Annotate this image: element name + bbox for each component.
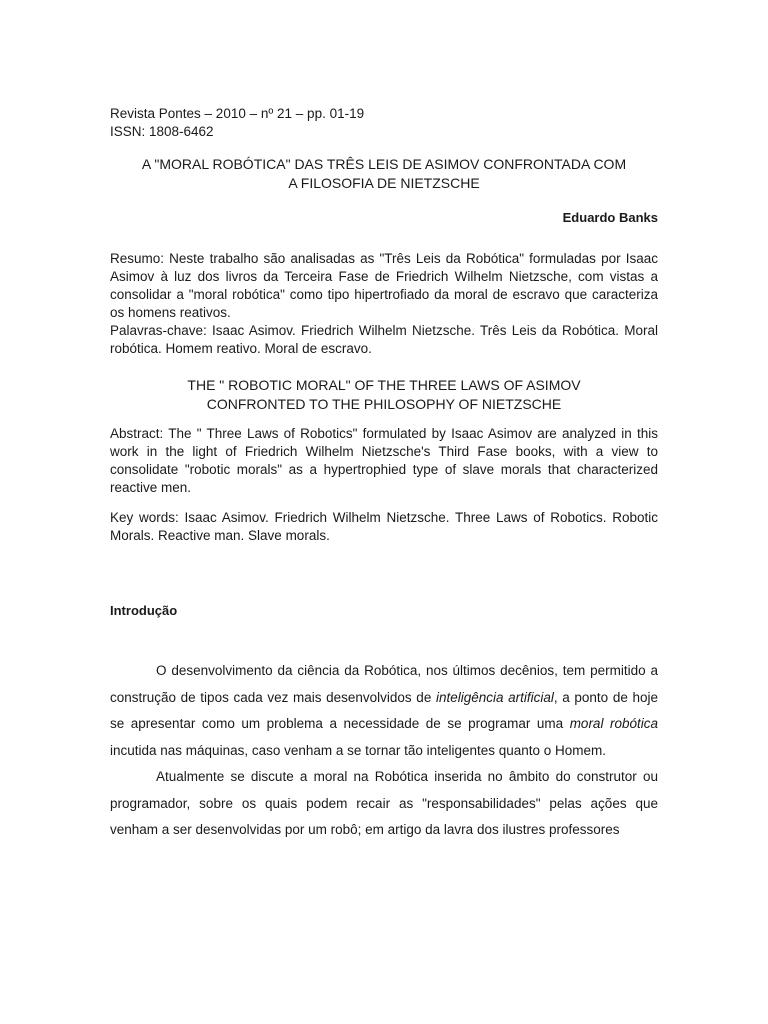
title-english — [110, 376, 658, 414]
title-pt-line2: A FILOSOFIA DE NIETZSCHE — [288, 175, 480, 191]
intro-paragraph-1 — [110, 658, 658, 764]
resumo-section — [110, 250, 658, 358]
intro-paragraph-2: Atualmente se discute a moral na Robótica inserida no âmbito do construtor ou programador, sobre os quais podem recair as "responsabilidades" pelas ações que venham a ser desenvolvidas por um robô; em artigo da lavra dos ilustres professores — [110, 769, 658, 837]
journal-header — [110, 105, 658, 141]
resumo-label: Resumo: — [110, 251, 165, 266]
intro-p1-emphasis-1: inteligência artificial — [435, 689, 554, 705]
resumo-text: Neste trabalho são analisadas as "Três Leis da Robótica" formuladas por Isaac Asimov à luz dos livros da Terceira Fase de Friedrich Wilhelm Nietzsche, com vistas a consolidar a "moral robótica" como tipo hipertrofiado da moral de escravo que caracteriza os homens reativos. — [110, 251, 658, 320]
title-en-line2: CONFRONTED TO THE PHILOSOPHY OF NIETZSCHE — [206, 396, 562, 412]
abstract-section — [110, 425, 658, 545]
section-heading-introducao: Introdução — [110, 603, 178, 618]
title-pt-line1: A "MORAL ROBÓTICA" DAS TRÊS LEIS DE ASIMOV CONFRONTADA COM — [141, 156, 627, 172]
abstract-label: Abstract: — [110, 426, 164, 441]
abstract-paragraph — [110, 425, 658, 497]
title-portuguese — [110, 155, 658, 193]
resumo-paragraph — [110, 250, 658, 322]
intro-p1-text-b: , a ponto de hoje se apresentar como um problema a necessidade de se programar uma — [110, 689, 658, 731]
intro-p1-text-a: O desenvolvimento da ciência da Robótica, nos últimos decênios, tem permitido a construção de tipos cada vez mais desenvolvidos de — [110, 663, 658, 705]
key-words: Key words: Isaac Asimov. Friedrich Wilhelm Nietzsche. Three Laws of Robotics. Robotic Morals. Reactive man. Slave morals. — [110, 510, 658, 543]
issn: ISSN: 1808-6462 — [110, 124, 214, 139]
intro-p1-text-c: incutida nas máquinas, caso venham a se tornar tão inteligentes quanto o Homem. — [110, 742, 607, 758]
author-name: Eduardo Banks — [562, 210, 658, 225]
document-page — [110, 105, 658, 844]
abstract-text: The " Three Laws of Robotics" formulated by Isaac Asimov are analyzed in this work in the light of Friedrich Wilhelm Nietzsche's Third Fase books, with a view to consolidate "robotic morals" as a hypertrophied type of slave morals that characterized reactive men. — [110, 426, 658, 495]
journal-citation: Revista Pontes – 2010 – nº 21 – pp. 01-19 — [110, 106, 365, 121]
palavras-chave: Palavras-chave: Isaac Asimov. Friedrich Wilhelm Nietzsche. Três Leis da Robótica. Moral robótica. Homem reativo. Moral de escravo. — [110, 323, 658, 356]
introducao-body — [110, 658, 658, 844]
intro-p1-emphasis-2: moral robótica — [569, 716, 658, 731]
title-en-line1: THE " ROBOTIC MORAL" OF THE THREE LAWS OF ASIMOV — [187, 377, 581, 393]
